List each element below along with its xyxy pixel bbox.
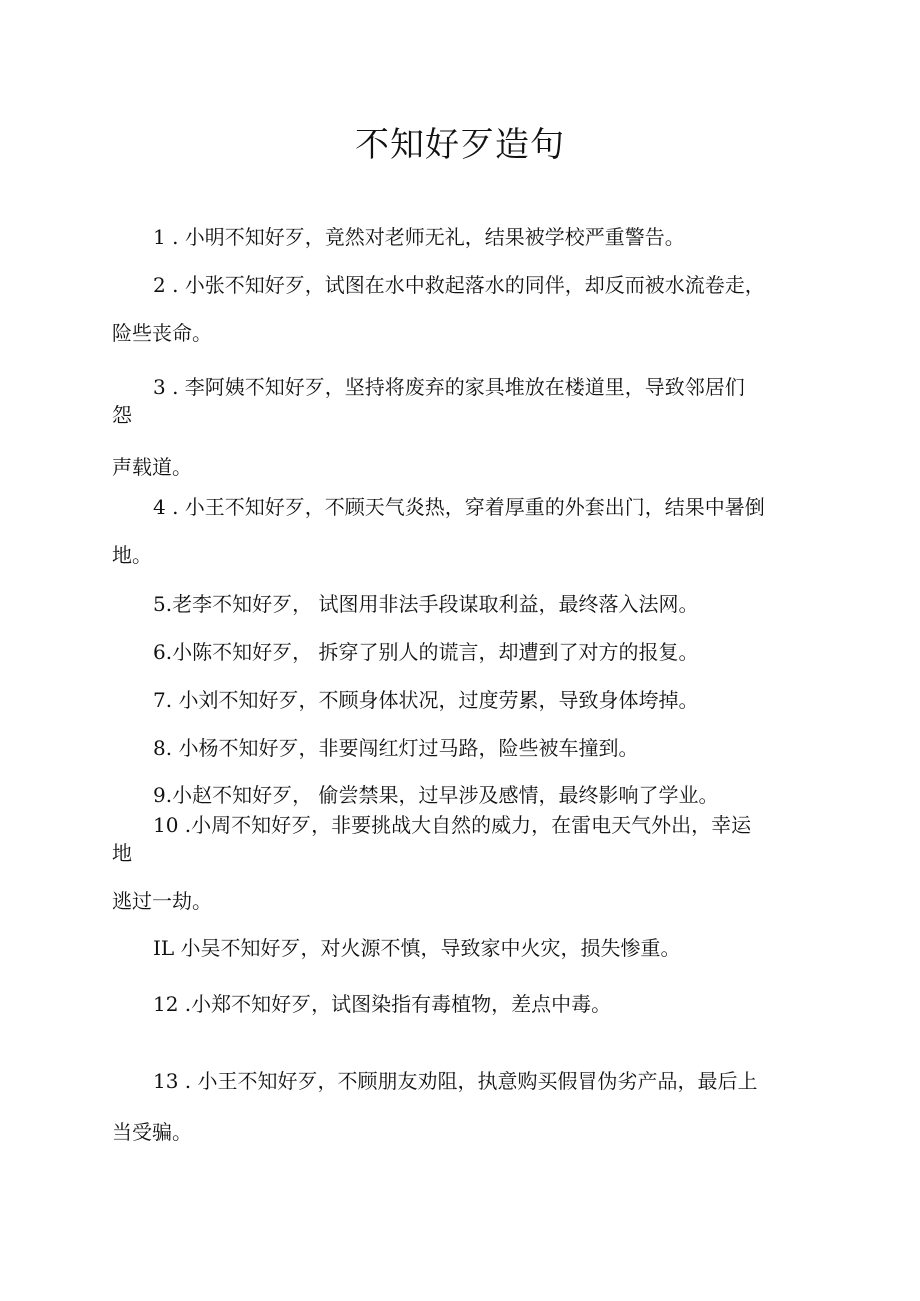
sentence-line: 声载道。 <box>112 455 192 479</box>
sentence-line: 怨 <box>112 403 132 427</box>
sentence-line: 险些丧命。 <box>112 321 212 345</box>
sentence-line: 10 .小周不知好歹，非要挑战大自然的威力，在雷电天气外出，幸运 <box>153 813 752 837</box>
sentence-line: 4 . 小王不知好歹，不顾天气炎热，穿着厚重的外套出门，结果中暑倒 <box>153 495 765 519</box>
sentence-line: 5.老李不知好歹， 试图用非法手段谋取利益，最终落入法网。 <box>153 592 699 616</box>
sentence-line: 7. 小刘不知好歹，不顾身体状况，过度劳累，导致身体垮掉。 <box>153 688 699 712</box>
sentence-line: 8. 小杨不知好歹，非要闯红灯过马路，险些被车撞到。 <box>153 736 639 760</box>
sentence-line: 当受骗。 <box>112 1120 192 1144</box>
sentence-line: 6.小陈不知好歹， 拆穿了别人的谎言，却遭到了对方的报复。 <box>153 640 699 664</box>
sentence-line: 地 <box>112 841 132 865</box>
sentence-line: 1 . 小明不知好歹，竟然对老师无礼，结果被学校严重警告。 <box>153 225 685 249</box>
sentence-line: 13 . 小王不知好歹，不顾朋友劝阻，执意购买假冒伪劣产品，最后上 <box>153 1069 758 1093</box>
sentence-line: 9.小赵不知好歹， 偷尝禁果，过早涉及感情，最终影响了学业。 <box>153 783 719 807</box>
sentence-line: 地。 <box>112 543 152 567</box>
document-title: 不知好歹造句 <box>355 125 565 165</box>
sentence-line: 逃过一劫。 <box>112 889 212 913</box>
sentence-line: 3 . 李阿姨不知好歹，坚持将废弃的家具堆放在楼道里，导致邻居们 <box>153 375 745 399</box>
sentence-line: IL 小吴不知好歹，对火源不慎，导致家中火灾，损失惨重。 <box>153 936 681 960</box>
sentence-line: 12 .小郑不知好歹，试图染指有毒植物，差点中毒。 <box>153 992 612 1016</box>
sentence-line: 2 . 小张不知好歹，试图在水中救起落水的同伴，却反而被水流卷走， <box>153 273 765 297</box>
